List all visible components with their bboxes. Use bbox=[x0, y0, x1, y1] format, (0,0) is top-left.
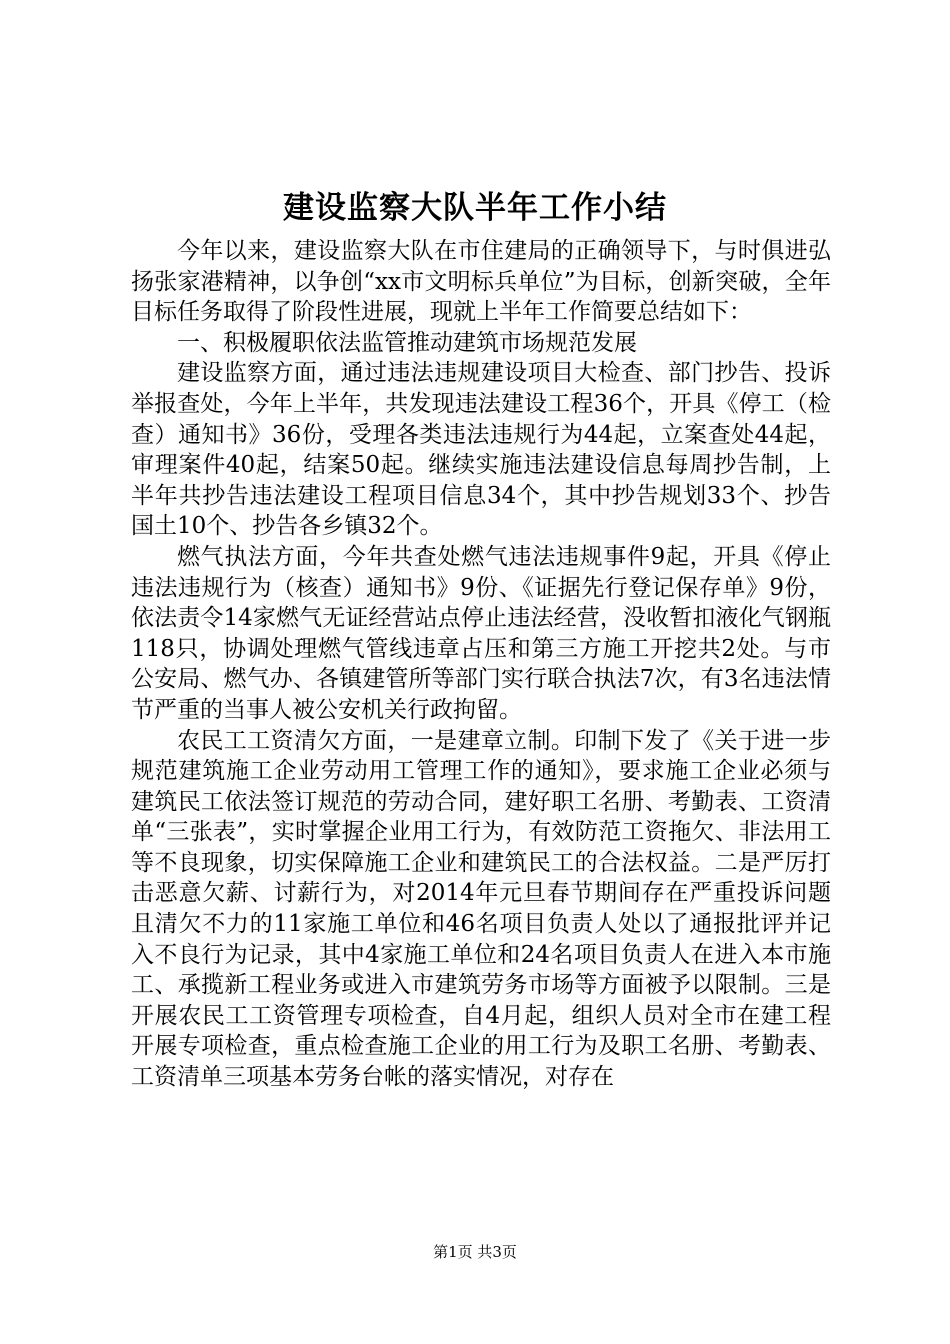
paragraph-gas-enforcement: 燃气执法方面，今年共查处燃气违法违规事件9起，开具《停止违法违规行为（核查）通知书》9份、《证据先行登记保存单》9份，依法责令14家燃气无证经营站点停止违法经营，没收暂扣液化气钢瓶118只，协调处理燃气管线违章占压和第三方施工开挖共2处。与市公安局、燃气办、各镇建管所等部门实行联合执法7次，有3名违法情节严重的当事人被公安机关行政拘留。 bbox=[131, 543, 831, 723]
section-heading-1: 一、积极履职依法监管推动建筑市场规范发展 bbox=[177, 329, 637, 356]
document-title: 建设监察大队半年工作小结 bbox=[283, 190, 667, 226]
page-number-footer: 第1页 共3页 bbox=[433, 1243, 517, 1261]
paragraph-migrant-wages: 农民工工资清欠方面，一是建章立制。印制下发了《关于进一步规范建筑施工企业劳动用工管理工作的通知》，要求施工企业必须与建筑民工依法签订规范的劳动合同，建好职工名册、考勤表、工资清单“三张表”，实时掌握企业用工行为，有效防范工资拖欠、非法用工等不良现象，切实保障施工企业和建筑民工的合法权益。二是严厉打击恶意欠薪、讨薪行为，对2014年元旦春节期间存在严重投诉问题且清欠不力的11家施工单位和46名项目负责人处以了通报批评并记入不良行为记录，其中4家施工单位和24名项目负责人在进入本市施工、承揽新工程业务或进入市建筑劳务市场等方面被予以限制。三是开展农民工工资管理专项检查，自4月起，组织人员对全市在建工程开展专项检查，重点检查施工企业的用工行为及职工名册、考勤表、工资清单三项基本劳务台帐的落实情况，对存在 bbox=[131, 727, 831, 1091]
paragraph-construction-supervision: 建设监察方面，通过违法违规建设项目大检查、部门抄告、投诉举报查处，今年上半年，共发现违法建设工程36个，开具《停工（检查）通知书》36份，受理各类违法违规行为44起，立案查处44起，审理案件40起，结案50起。继续实施违法建设信息每周抄告制，上半年共抄告违法建设工程项目信息34个，其中抄告规划33个、抄告国土10个、抄告各乡镇32个。 bbox=[131, 360, 831, 540]
paragraph-intro: 今年以来，建设监察大队在市住建局的正确领导下，与时俱进弘扬张家港精神，以争创“xx市文明标兵单位”为目标，创新突破，全年目标任务取得了阶段性进展，现就上半年工作简要总结如下： bbox=[131, 238, 831, 326]
document-body bbox=[131, 236, 831, 1093]
